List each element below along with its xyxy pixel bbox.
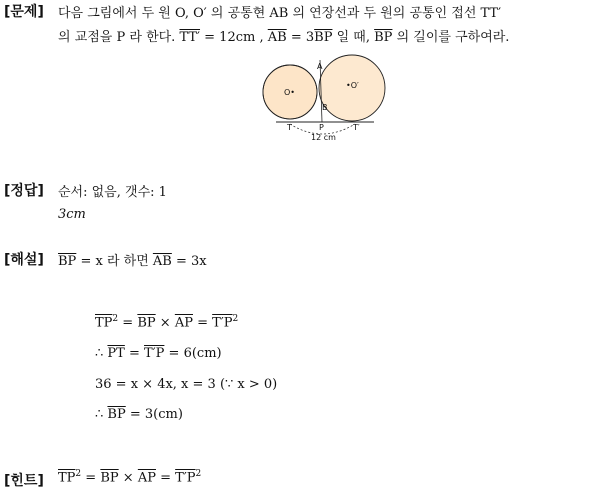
equals: = — [85, 470, 97, 486]
equals: = — [128, 346, 140, 361]
answer-tag: [정답] — [4, 183, 44, 199]
exponent: 2 — [75, 469, 82, 479]
segment-bp: $\overline{BP}$ — [58, 254, 77, 269]
segment-ap: $\overline{AP}$ — [174, 315, 193, 331]
solution-text: = 3x — [175, 254, 207, 269]
segment-ab: $\overline{AB}$ — [152, 254, 172, 269]
segment-ab: $\overline{AB}$ — [267, 30, 287, 45]
geometry-figure — [262, 46, 392, 146]
solution-eq-3: 36 = x × 4x, x = 3 (∵ x > 0) — [95, 377, 278, 392]
problem-line-1: 다음 그림에서 두 원 O, O′ 의 공통현 AB 의 연장선과 두 원의 공통인 접선 TT′ — [58, 6, 502, 21]
equals: = — [160, 470, 172, 486]
segment-tprime-p: T′P — [144, 346, 165, 361]
label-b: B — [322, 103, 328, 112]
label-length: 12 cm — [311, 133, 336, 142]
segment-tprime-p: T′P — [212, 315, 233, 331]
exponent: 2 — [232, 314, 239, 324]
problem-text: 일 때, — [336, 30, 370, 45]
problem-text: 의 길이를 구하여라. — [396, 30, 510, 45]
hint-line — [58, 469, 201, 485]
segment-tp: $\overline{TP}$ — [95, 315, 113, 331]
segment-tt: TT′ — [179, 30, 201, 45]
solution-tag: [해설] — [4, 252, 44, 268]
solution-line-1 — [58, 250, 207, 269]
times: × — [159, 315, 171, 331]
label-p: P — [319, 123, 324, 132]
problem-line-2 — [58, 26, 509, 45]
solution-text: = 6(cm) — [168, 346, 222, 361]
label-a: A — [317, 62, 323, 71]
solution-text: = 3(cm) — [129, 407, 183, 422]
segment-bp: $\overline{BP}$ — [137, 315, 156, 331]
segment-ap: $\overline{AP}$ — [137, 470, 156, 486]
label-t-prime: T′ — [353, 123, 360, 132]
hint-tag: [힌트] — [4, 473, 44, 489]
answer-line-2: 3cm — [58, 207, 86, 222]
segment-bp: $\overline{BP}$ — [374, 30, 393, 45]
exponent: 2 — [195, 469, 202, 479]
segment-bp: $\overline{BP}$ — [107, 407, 126, 422]
label-o: O• — [284, 88, 296, 97]
therefore: ∴ — [95, 407, 104, 422]
segment-bp: $\overline{BP}$ — [100, 470, 119, 486]
problem-text: = 12cm , — [204, 30, 264, 45]
solution-eq-1 — [95, 314, 238, 330]
solution-eq-2 — [95, 346, 222, 361]
equals: = — [122, 315, 134, 331]
segment-tp: $\overline{TP}$ — [58, 470, 76, 486]
times: × — [122, 470, 134, 486]
problem-text: = 3 — [290, 30, 315, 45]
segment-bp: $\overline{BP}$ — [314, 30, 333, 45]
segment-pt: $\overline{PT}$ — [107, 346, 125, 361]
exponent: 2 — [112, 314, 119, 324]
answer-line-1: 순서: 없음, 갯수: 1 — [58, 185, 167, 200]
problem-text: 의 교점을 P 라 한다. — [58, 30, 176, 45]
label-o-prime: •O′ — [346, 81, 359, 90]
solution-text: = x 라 하면 — [80, 254, 149, 269]
segment-tprime-p: T′P — [175, 470, 196, 486]
therefore: ∴ — [95, 346, 104, 361]
equals: = — [197, 315, 209, 331]
circles-diagram — [262, 46, 392, 146]
problem-tag: [문제] — [4, 4, 44, 20]
solution-eq-4 — [95, 407, 183, 422]
label-t: T — [287, 123, 292, 132]
